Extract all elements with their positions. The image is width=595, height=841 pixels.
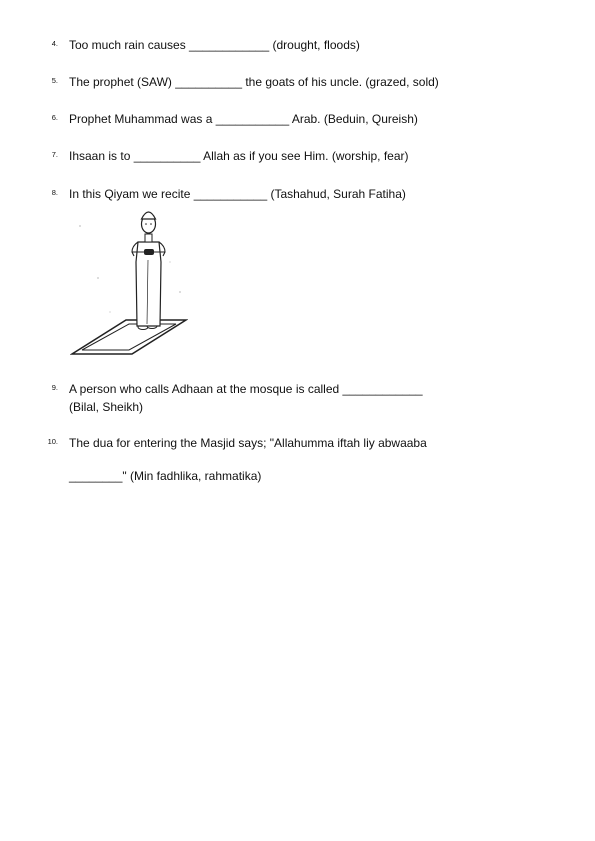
question-text-line2: (Bilal, Sheikh): [69, 400, 144, 414]
question-number: 6.: [51, 113, 58, 122]
question-text-line2: ________" (Min fadhlika, rahmatika): [69, 469, 262, 483]
question-text: Ihsaan is to __________ Allah as if you see Him. (worship, fear): [69, 149, 409, 163]
question-number: 7.: [51, 150, 58, 159]
question-text: The prophet (SAW) __________ the goats of his uncle. (grazed, sold): [69, 75, 439, 89]
question-text: Prophet Muhammad was a ___________ Arab. (Beduin, Qureish): [69, 112, 418, 126]
question-text: Too much rain causes ____________ (drought, floods): [69, 38, 360, 52]
question-number: 9.: [51, 383, 58, 392]
person-standing-on-prayer-mat-icon: [70, 202, 188, 360]
question-number: 4.: [51, 39, 58, 48]
question-number: 5.: [51, 76, 58, 85]
question-text-line1: A person who calls Adhaan at the mosque is called ____________: [69, 382, 423, 396]
question-number: 8.: [51, 188, 58, 197]
question-number: 10.: [47, 437, 58, 446]
question-text: In this Qiyam we recite ___________ (Tashahud, Surah Fatiha): [69, 187, 406, 201]
question-text-line1: The dua for entering the Masjid says; "Allahumma iftah liy abwaaba: [69, 436, 427, 450]
